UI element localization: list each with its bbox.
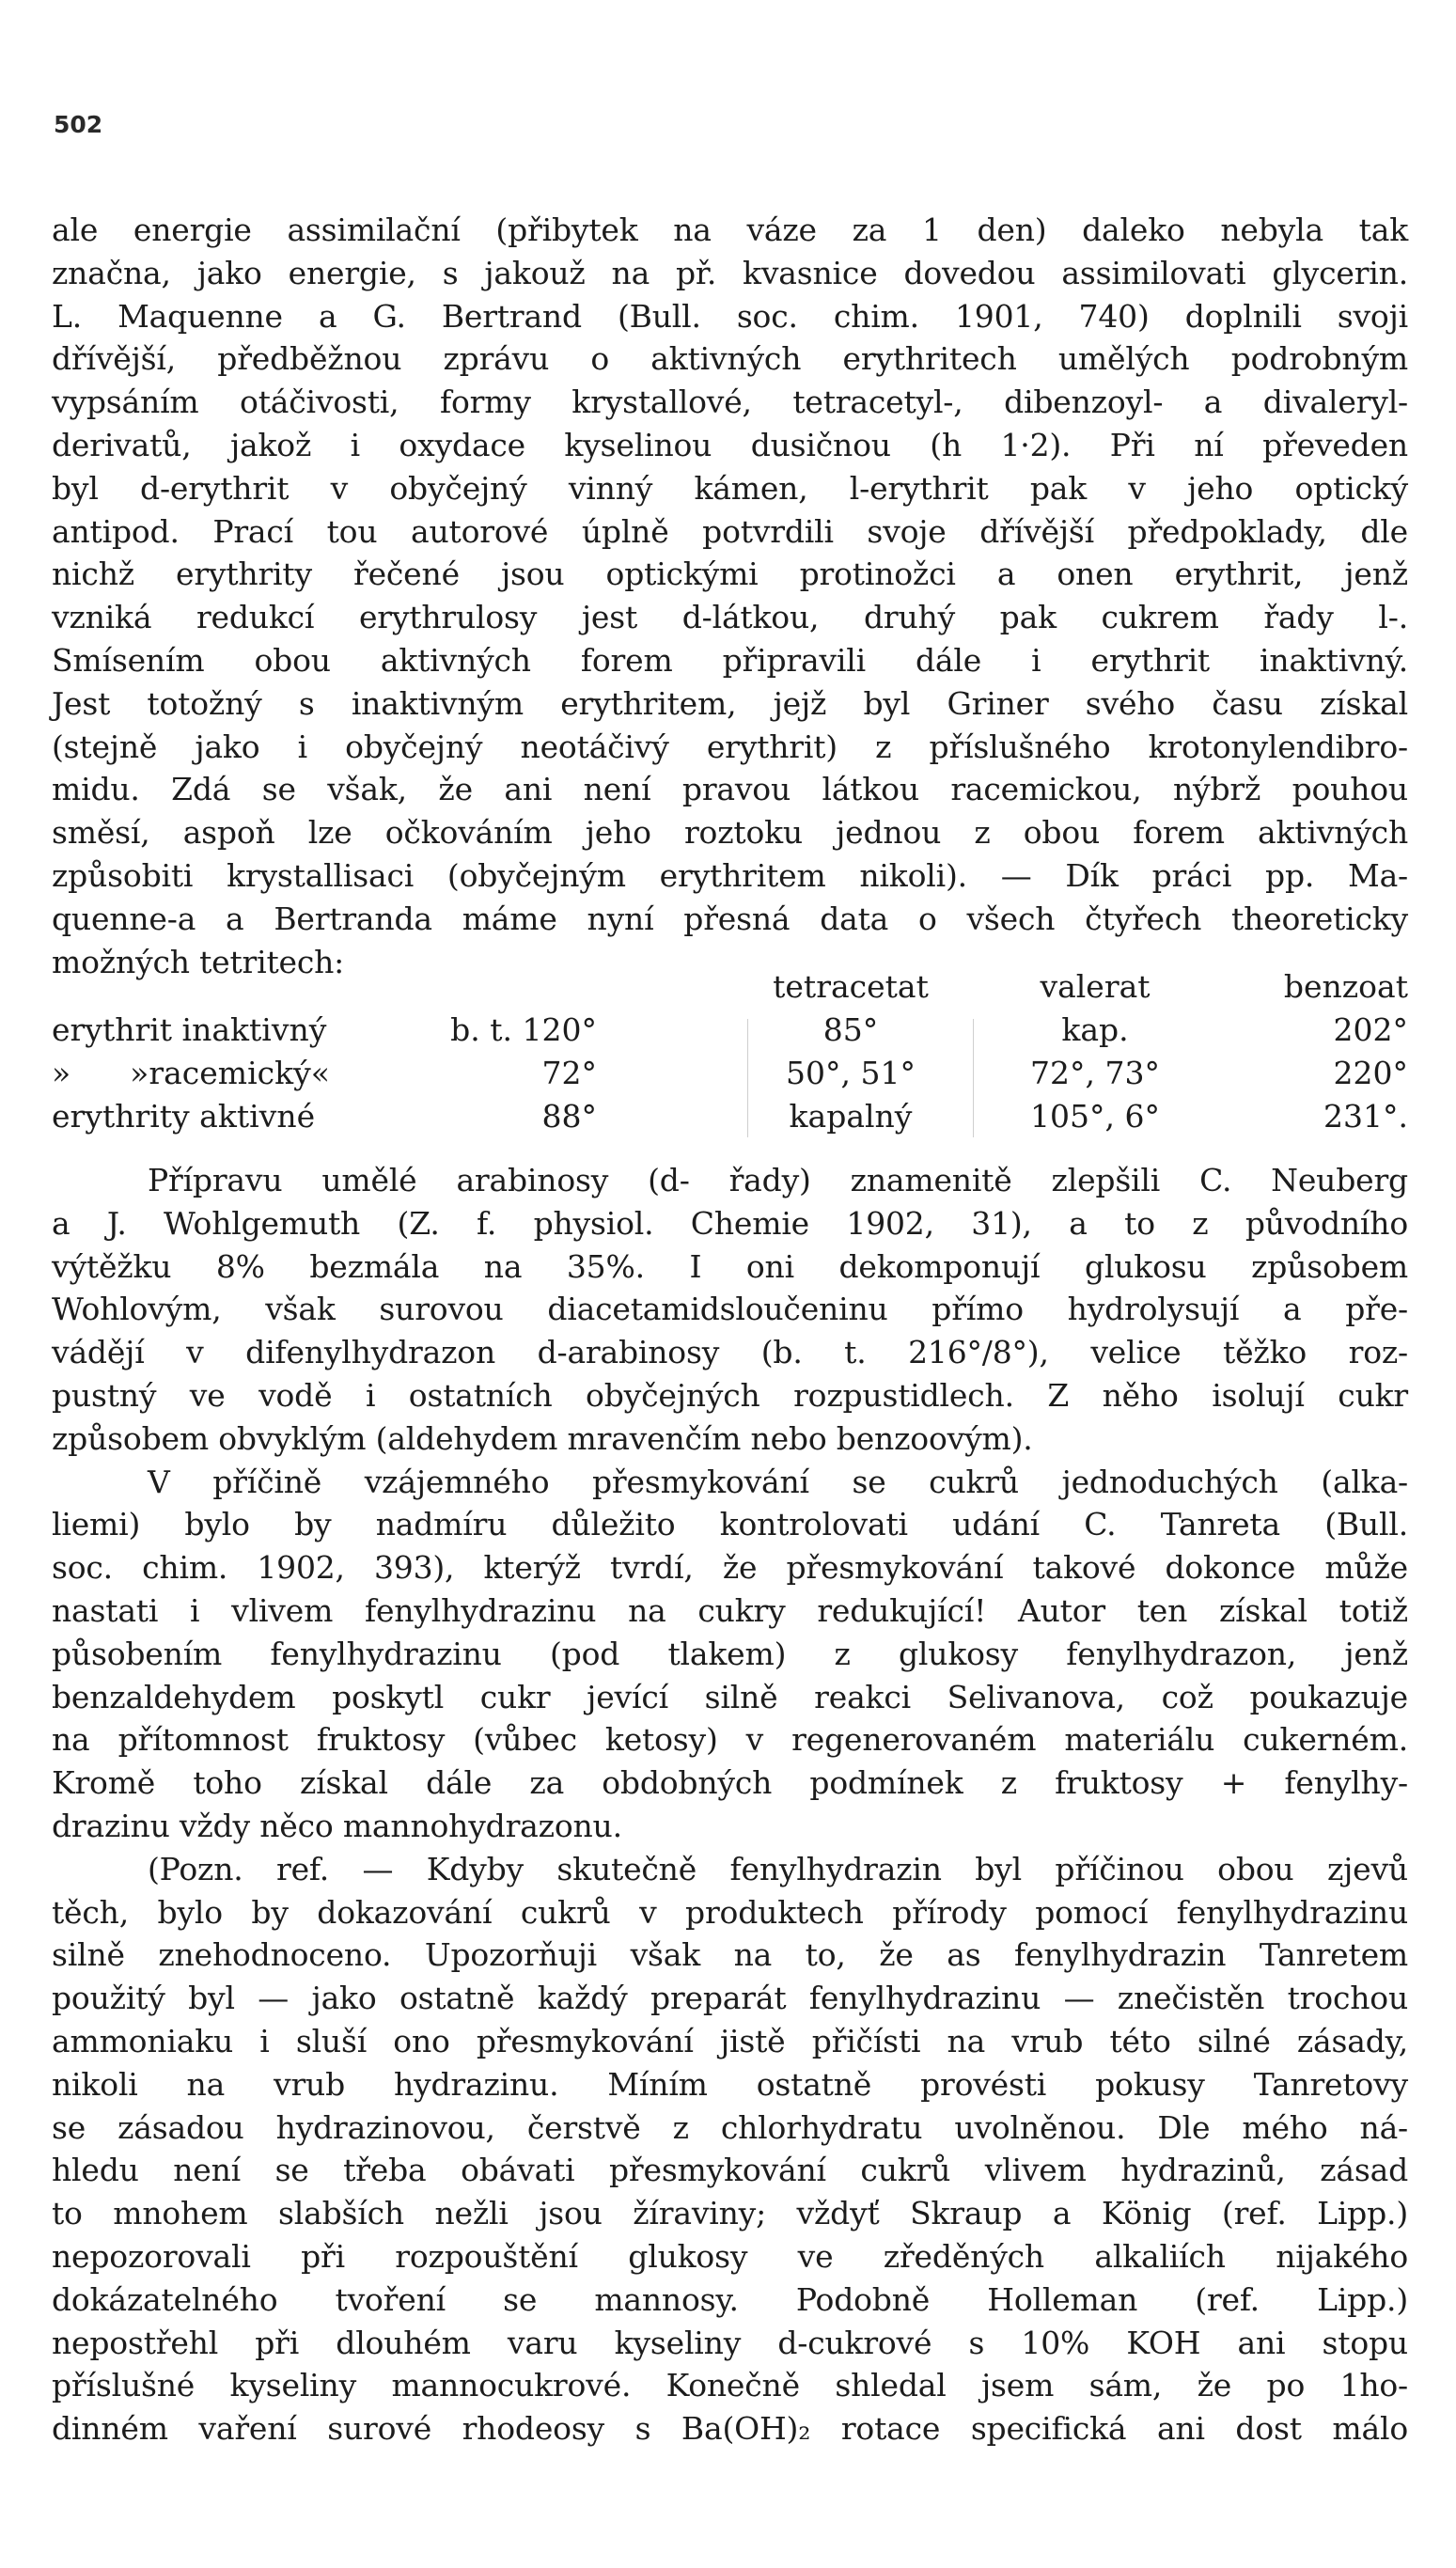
- table-cell: b. t. 120°: [450, 1011, 597, 1048]
- table-cell: 72°, 73°: [1030, 1055, 1160, 1091]
- text-line: nastati i vlivem fenylhydrazinu na cukry redukující! Autor ten získal totiž: [52, 1591, 1408, 1629]
- table-cell: 85°: [822, 1011, 879, 1048]
- text-line: těch, bylo by dokazování cukrů v produktech přírody pomocí fenylhydrazinu: [52, 1893, 1408, 1931]
- table-cell: erythrity aktivné: [52, 1098, 316, 1135]
- text-line: Wohlovým, však surovou diacetamidsloučeninu přímo hydrolysují a pře-: [52, 1291, 1408, 1328]
- table-header-row: [52, 968, 1408, 1011]
- table-divider: [973, 1019, 974, 1137]
- table-cell: erythrit inaktivný: [52, 1011, 327, 1048]
- text-line: V příčině vzájemného přesmykování se cukrů jednoduchých (alka-: [148, 1463, 1408, 1500]
- text-line: nichž erythrity řečené jsou optickými protinožci a onen erythrit, jenž: [52, 556, 1408, 593]
- table-row: [52, 1098, 1408, 1141]
- table-header-tetracetat: tetracetat: [773, 968, 929, 1005]
- table-header-benzoat: benzoat: [1283, 968, 1408, 1005]
- table-divider: [747, 1019, 748, 1137]
- text-line: quenne-a a Bertranda máme nyní přesná data o všech čtyřech theoreticky: [52, 900, 1408, 937]
- text-line: byl d-erythrit v obyčejný vinný kámen, l-erythrit pak v jeho optický: [52, 469, 1408, 507]
- table-cell: 231°.: [1323, 1098, 1408, 1135]
- tetrites-table: [52, 968, 1408, 1141]
- text-line: derivatů, jakož i oxydace kyselinou dusičnou (h 1·2). Při ní převeden: [52, 426, 1408, 463]
- text-line: ammoniaku i sluší ono přesmykování jistě přičísti na vrub této silné zásady,: [52, 2022, 1408, 2059]
- text-line: na přítomnost fruktosy (vůbec ketosy) v regenerovaném materiálu cukerném.: [52, 1721, 1408, 1759]
- table-header-valerat: valerat: [1040, 968, 1151, 1005]
- table-row: [52, 1011, 1408, 1055]
- table-cell: kapalný: [789, 1098, 913, 1135]
- text-line: příslušné kyseliny mannocukrové. Konečně shledal jsem sám, že po 1ho-: [52, 2367, 1408, 2404]
- text-line: midu. Zdá se však, že ani není pravou látkou racemickou, nýbrž pouhou: [52, 771, 1408, 808]
- text-line: použitý byl — jako ostatně každý preparát fenylhydrazinu — znečistěn trochou: [52, 1980, 1408, 2017]
- text-line: (stejně jako i obyčejný neotáčivý erythrit) z příslušného krotonylendibro-: [52, 728, 1408, 765]
- text-line: hledu není se třeba obávati přesmykování cukrů vlivem hydrazinů, zásad: [52, 2152, 1408, 2189]
- text-line: (Pozn. ref. — Kdyby skutečně fenylhydrazin byl příčinou obou zjevů: [148, 1850, 1408, 1887]
- text-line: vypsáním otáčivosti, formy krystallové, tetracetyl-, dibenzoyl- a divaleryl-: [52, 384, 1408, 421]
- text-line: vádějí v difenylhydrazon d-arabinosy (b. t. 216°/8°), velice těžko roz-: [52, 1334, 1408, 1371]
- table-cell: 72°: [541, 1055, 597, 1091]
- text-line: ale energie assimilační (přibytek na váze za 1 den) daleko nebyla tak: [52, 211, 1408, 248]
- table-row: [52, 1055, 1408, 1098]
- text-line: způsobiti krystallisaci (obyčejným erythritem nikoli). — Dík práci pp. Ma-: [52, 856, 1408, 894]
- text-line: Kromě toho získal dále za obdobných podmínek z fruktosy + fenylhy-: [52, 1764, 1408, 1802]
- text-line: silně znehodnoceno. Upozorňuji však na to, že as fenylhydrazin Tanretem: [52, 1936, 1408, 1974]
- text-line: značna, jako energie, s jakouž na př. kvasnice dovedou assimilovati glycerin.: [52, 254, 1408, 291]
- text-line: směsí, aspoň lze očkováním jeho roztoku jednou z obou forem aktivných: [52, 814, 1408, 852]
- text-line: benzaldehydem poskytl cukr jevící silně reakci Selivanova, což poukazuje: [52, 1678, 1408, 1715]
- text-line: pustný ve vodě i ostatních obyčejných rozpustidlech. Z něho isolují cukr: [52, 1376, 1408, 1414]
- text-line: soc. chim. 1902, 393), kterýž tvrdí, že přesmykování takové dokonce může: [52, 1549, 1408, 1587]
- text-line: liemi) bylo by nadmíru důležito kontrolovati udání C. Tanreta (Bull.: [52, 1506, 1408, 1543]
- table-cell: 88°: [541, 1098, 597, 1135]
- text-line: L. Maquenne a G. Bertrand (Bull. soc. chim. 1901, 740) doplnili svoji: [52, 297, 1408, 335]
- text-line: a J. Wohlgemuth (Z. f. physiol. Chemie 1902, 31), a to z původního: [52, 1204, 1408, 1242]
- text-line: antipod. Prací tou autorové úplně potvrdili svoje dřívější předpoklady, dle: [52, 512, 1408, 550]
- text-line: výtěžku 8% bezmála na 35%. I oni dekomponují glukosu způsobem: [52, 1247, 1408, 1285]
- table-cell: 220°: [1333, 1055, 1408, 1091]
- text-line: se zásadou hydrazinovou, čerstvě z chlorhydratu uvolněnou. Dle mého ná-: [52, 2108, 1408, 2146]
- table-cell: 105°, 6°: [1030, 1098, 1160, 1135]
- text-line: působením fenylhydrazinu (pod tlakem) z glukosy fenylhydrazon, jenž: [52, 1635, 1408, 1672]
- text-line: Přípravu umělé arabinosy (d- řady) znamenitě zlepšili C. Neuberg: [148, 1162, 1408, 1198]
- text-line: drazinu vždy něco mannohydrazonu.: [52, 1807, 622, 1844]
- text-line: dřívější, předběžnou zprávu o aktivných erythritech umělých podrobným: [52, 340, 1408, 378]
- paragraphs-arabinose-tanret: [52, 1159, 1408, 2451]
- text-line: nepozorovali při rozpouštění glukosy ve zředěných alkaliích nijakého: [52, 2237, 1408, 2275]
- page-number: 502: [54, 111, 103, 138]
- table-cell: 202°: [1333, 1011, 1408, 1048]
- table-cell: kap.: [1061, 1011, 1129, 1048]
- table-cell: » »racemický«: [52, 1055, 330, 1091]
- text-line: Smísením obou aktivných forem připravili dále i erythrit inaktivný.: [52, 641, 1408, 679]
- paragraph-erythrites: [52, 209, 1408, 983]
- text-line: to mnohem slabších nežli jsou žíraviny; vždyť Skraup a König (ref. Lipp.): [52, 2195, 1408, 2232]
- text-line: nepostřehl při dlouhém varu kyseliny d-cukrové s 10% KOH ani stopu: [52, 2324, 1408, 2361]
- text-line: dokázatelného tvoření se mannosy. Podobně Holleman (ref. Lipp.): [52, 2280, 1408, 2318]
- text-line: možných tetritech:: [52, 943, 345, 980]
- text-line: Jest totožný s inaktivným erythritem, jejž byl Griner svého času získal: [52, 684, 1408, 722]
- text-line: nikoli na vrub hydrazinu. Míním ostatně provésti pokusy Tanretovy: [52, 2065, 1408, 2103]
- text-line: způsobem obvyklým (aldehydem mravenčím nebo benzoovým).: [52, 1419, 1033, 1457]
- table-cell: 50°, 51°: [786, 1055, 916, 1091]
- text-line: vzniká redukcí erythrulosy jest d-látkou, druhý pak cukrem řady l-.: [52, 599, 1408, 636]
- text-line: dinném vaření surové rhodeosy s Ba(OH)₂ rotace specifická ani dost málo: [52, 2410, 1408, 2448]
